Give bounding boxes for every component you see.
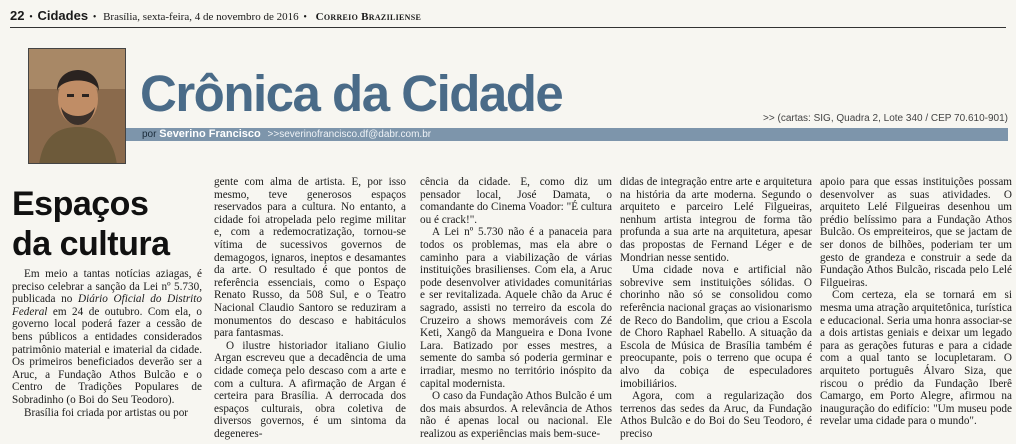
author-portrait-icon <box>29 49 126 164</box>
paragraph-text: em 24 de outubro. Com ela, o governo local poderá fazer a cessão de bens públicos a entidades considerados patrimônio material e imaterial da cidade. Os primeiros beneficiados deverão ser a Aruc, a Fundação Athos Bulcão e o Centro de Tradições Populares de Sobradinho (o Boi do Seu Teodoro). <box>12 305 202 406</box>
article-column-1 <box>12 268 202 419</box>
paragraph: Agora, com a regularização dos terrenos das sedes da Aruc, da Fundação Athos Bulcão e do Boi do Seu Teodoro, é preciso <box>620 390 812 440</box>
page-number: 22 <box>10 8 25 23</box>
author-name: Severino Francisco <box>159 128 261 140</box>
article-column-3 <box>420 176 612 440</box>
newspaper-name: Correio Braziliense <box>315 11 422 23</box>
author-email: >>severinofrancisco.df@dabr.com.br <box>267 129 432 140</box>
publication-name: Diário Oficial do Distrito Federal <box>12 293 202 318</box>
paragraph: O ilustre historiador italiano Giulio Argan escreveu que a decadência de uma cidade começa pelo descaso com a arte e com a cultura. A afirmação de Argan é certeira para Brasília. A derrocada dos espaços culturais, obra coletiva de diversos governos, é um sintoma da degeneres- <box>214 339 406 440</box>
byline-prefix: por <box>142 129 157 140</box>
bullet-icon: • <box>29 12 33 23</box>
paragraph: didas de integração entre arte e arquitetura na história da arte moderna. Segundo o arquiteto e parceiro Lelé Filgueiras, nenhum artista integrou de forma tão profunda a sua arte na arquitetura, apesar das propostas de Fernand Léger e de Mondrian nesse sentido. <box>620 176 812 264</box>
headline-line-1: Espaços <box>12 185 149 223</box>
page-masthead <box>10 8 1006 28</box>
paragraph: A Lei nº 5.730 não é a panaceia para todos os problemas, mas ela abre o caminho para a viabilização de várias instituições brasilienses. Com ela, a Aruc pode desenvolver atividades comunitárias e ser revitalizada. Aquele chão da Aruc é sagrado, assisti no terreiro da escola do Cruzeiro a shows memoráveis com Zé Keti, Xangô da Mangueira e Dona Ivone Lara. Batizado por esses mestres, a semente do samba só poderia germinar e irradiar, mesmo no território inóspito da capital modernista. <box>420 226 612 390</box>
article-column-4 <box>620 176 812 440</box>
paragraph: apoio para que essas instituições possam desenvolver as suas atividades. O arquiteto Lelé Filgueiras desenhou um prédio belíssimo para a Fundação Athos Bulcão. Os empreiteiros, que se jactam de ser donos de bilhões, poderiam ter um gesto de grandeza e construir a sede da Fundação Athos Bulcão, riscada pelo Lelé Filgueiras. <box>820 176 1012 289</box>
bullet-icon: • <box>303 12 307 23</box>
column-title: Crônica da Cidade <box>140 65 563 122</box>
paragraph <box>12 268 202 407</box>
paragraph: gente com alma de artista. E, por isso mesmo, teve generosos espaços reservados para a cultura. No entanto, a cidade foi atropelada pelo regime militar e, com a redemocratização, tornou-se vítima de sucessivos governos de demagogos, ignaros, ineptos e desamantes da arte. O resultado é que pontos de referência essenciais, como o Espaço Renato Russo, da 508 Sul, e o Teatro Nacional Claudio Santoro se reduziram a monumentos do descaso e habitáculos para fantasmas. <box>214 176 406 340</box>
paragraph: Uma cidade nova e artificial não sobrevive sem instituições sólidas. O chorinho não só se consolidou como referência nacional graças ao visionarismo de Reco do Bandolim, que criou a Escola de Choro Raphael Rabello. A situação da Escola de Música de Brasília também é preocupante, pois o terreno que ocupa é alvo da cobiça de especuladores imobiliários. <box>620 264 812 390</box>
paragraph: O caso da Fundação Athos Bulcão é um dos mais absurdos. A relevância de Athos não é apenas local ou nacional. Ele realizou as experiências mais bem-suce- <box>420 390 612 440</box>
article-column-5 <box>820 176 1012 428</box>
headline-line-2: da cultura <box>12 225 170 263</box>
article-headline <box>12 184 169 264</box>
paragraph: cência da cidade. E, como diz um pensador local, José Damata, o comandante do Cinema Voador: "É cultura ou é crack!". <box>420 176 612 226</box>
date-line: Brasília, sexta-feira, 4 de novembro de 2016 <box>103 11 299 23</box>
paragraph: Com certeza, ela se tornará em si mesma uma atração arquitetônica, turística e educacional. Seria uma honra associar-se a dois artistas geniais e deixar um legado para as gerações futuras e para a cidade com a qual tanto se locupletaram. O arquiteto português Álvaro Siza, que riscou o prédio da Fundação Iberê Camargo, em Porto Alegre, afirmou na inauguração do edifício: "Um museu pode revelar uma cidade para o mundo". <box>820 289 1012 428</box>
paragraph: Brasília foi criada por artistas ou por <box>24 406 189 419</box>
article-column-2 <box>214 176 406 440</box>
paragraph-text: Em meio a tantas notícias aziagas, é preciso celebrar a sanção da Lei nº 5.730, publicada no <box>12 268 202 306</box>
bullet-icon: • <box>92 12 97 23</box>
author-photo <box>28 48 126 164</box>
section-name: Cidades <box>37 8 89 23</box>
contact-address: >> (cartas: SIG, Quadra 2, Lote 340 / CEP 70.610-901) <box>763 113 1008 124</box>
byline <box>142 128 431 141</box>
